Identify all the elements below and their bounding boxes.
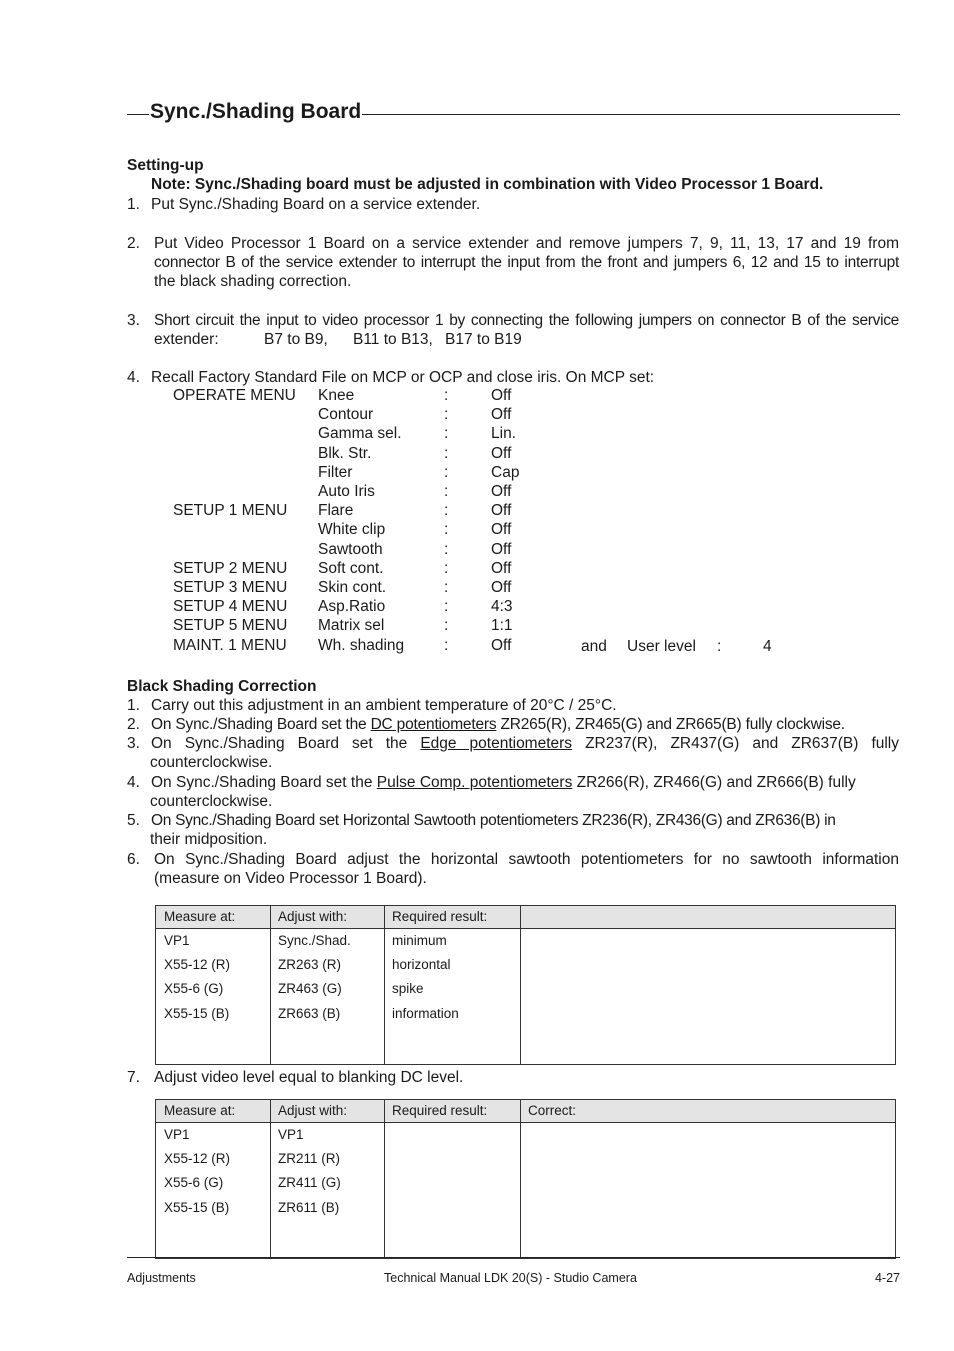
menu-name: SETUP 4 MENU — [173, 598, 288, 615]
jumper-2: B11 to B13, — [353, 331, 433, 348]
jumper-1: B7 to B9, — [264, 331, 328, 348]
bs-step-5-line-2: their midposition. — [150, 831, 268, 848]
table-cell: X55-6 (G) — [164, 981, 224, 997]
table-column-divider — [520, 1100, 521, 1258]
jumper-3: B17 to B19 — [445, 331, 522, 348]
menu-item: Knee — [318, 387, 355, 404]
table-header-cell: Measure at: — [164, 909, 236, 924]
menu-name: MAINT. 1 MENU — [173, 637, 287, 654]
table-cell: spike — [392, 981, 424, 997]
bs-step-3-pre: On Sync./Shading Board set the — [151, 735, 421, 752]
table-cell: ZR611 (B) — [278, 1199, 340, 1215]
menu-sep: : — [444, 483, 449, 500]
menu-sep: : — [444, 637, 449, 654]
menu-value: Off — [491, 387, 512, 404]
table-cell: ZR211 (R) — [278, 1151, 341, 1167]
table-cell: ZR263 (R) — [278, 957, 342, 973]
menu-item: Flare — [318, 502, 354, 519]
table-cell: Sync./Shad. — [278, 933, 351, 948]
user-level-label: User level — [627, 638, 696, 655]
table-cell: ZR411 (G) — [278, 1175, 341, 1191]
table-header — [156, 1100, 895, 1123]
menu-value: 1:1 — [491, 617, 513, 634]
menu-item: Soft cont. — [318, 560, 384, 577]
menu-sep: : — [444, 560, 449, 577]
setup-step-2-line-1: Put Video Processor 1 Board on a service extender and remove jumpers 7, 9, 11, 13, 17 and 19 from — [154, 235, 899, 252]
menu-name: OPERATE MENU — [173, 387, 296, 404]
bs-step-2-num: 2. — [127, 716, 140, 733]
table-cell: horizontal — [392, 957, 451, 973]
table-cell: information — [392, 1005, 459, 1021]
table-cell: VP1 — [278, 1127, 304, 1142]
footer-left: Adjustments — [127, 1271, 196, 1285]
bs-step-1-text: Carry out this adjustment in an ambient temperature of 20°C / 25°C. — [151, 697, 617, 714]
table-header-cell: Adjust with: — [278, 1103, 348, 1118]
table-cell: ZR663 (B) — [278, 1005, 341, 1021]
bs-step-4-cont: counterclockwise. — [150, 793, 273, 810]
menu-item: White clip — [318, 521, 386, 538]
menu-sep: : — [444, 445, 449, 462]
menu-value: Off — [491, 483, 512, 500]
menu-sep: : — [444, 425, 449, 442]
page-title: Sync./Shading Board — [150, 100, 362, 123]
setup-step-3-line-2: extender: — [154, 331, 219, 348]
setup-step-1-text: Put Sync./Shading Board on a service extender. — [151, 196, 481, 213]
menu-value: Off — [491, 502, 512, 519]
table-column-divider — [384, 1100, 385, 1258]
menu-name: SETUP 3 MENU — [173, 579, 288, 596]
bs-step-3-post: ZR237(R), ZR437(G) and ZR637(B) fully — [572, 735, 900, 752]
setup-step-2-line-2: connector B of the service extender to interrupt the input from the front and jumpers 6, 12 and 15 to interrupt — [154, 254, 899, 271]
menu-sep: : — [444, 579, 449, 596]
menu-sep: : — [444, 521, 449, 538]
bs-step-3-cont: counterclockwise. — [150, 754, 273, 771]
menu-item: Asp.Ratio — [318, 598, 386, 615]
menu-value: Lin. — [491, 425, 516, 442]
setup-note: Note: Sync./Shading board must be adjusted in combination with Video Processor 1 Board. — [151, 176, 824, 193]
menu-item: Sawtooth — [318, 541, 383, 558]
bs-step-6-line-2: (measure on Video Processor 1 Board). — [154, 870, 427, 887]
table-cell: X55-12 (R) — [164, 957, 231, 973]
menu-name: SETUP 5 MENU — [173, 617, 288, 634]
table-header — [156, 906, 895, 929]
table-cell: X55-6 (G) — [164, 1175, 224, 1191]
setup-step-2-line-3: the black shading correction. — [154, 273, 352, 290]
setup-step-4-num: 4. — [127, 369, 140, 386]
table-cell: X55-12 (R) — [164, 1151, 231, 1167]
footer-rule — [127, 1257, 900, 1258]
table-cell: ZR463 (G) — [278, 981, 342, 997]
section-title — [127, 100, 900, 128]
menu-item: Contour — [318, 406, 374, 423]
menu-item: Blk. Str. — [318, 445, 372, 462]
table-header-cell: Required result: — [392, 1103, 488, 1118]
table-column-divider — [270, 906, 271, 1064]
bs-step-6-num: 6. — [127, 851, 140, 868]
menu-sep: : — [444, 598, 449, 615]
footer-page-number: 4-27 — [874, 1271, 900, 1285]
setup-step-1-num: 1. — [127, 196, 140, 213]
table-cell: VP1 — [164, 933, 190, 948]
adjust-table-2 — [155, 1099, 896, 1259]
dc-potentiometers-link: DC potentiometers — [370, 716, 497, 733]
user-level-value: 4 — [763, 638, 772, 655]
menu-item: Wh. shading — [318, 637, 405, 654]
menu-value: Off — [491, 637, 512, 654]
bs-step-2-post: ZR265(R), ZR465(G) and ZR665(B) fully clockwise. — [496, 716, 845, 733]
table-cell: X55-15 (B) — [164, 1199, 230, 1215]
table-header-cell: Measure at: — [164, 1103, 236, 1118]
menu-sep: : — [444, 406, 449, 423]
bs-step-4-text — [151, 773, 856, 792]
table-header-cell: Required result: — [392, 909, 488, 924]
user-level-sep: : — [717, 638, 722, 655]
footer-center: Technical Manual LDK 20(S) - Studio Camera — [384, 1271, 637, 1285]
menu-value: Off — [491, 560, 512, 577]
menu-item: Skin cont. — [318, 579, 387, 596]
menu-item: Gamma sel. — [318, 425, 402, 442]
menu-value: Off — [491, 406, 512, 423]
bs-step-4-post: ZR266(R), ZR466(G) and ZR666(B) fully — [572, 774, 856, 791]
bs-step-5-num: 5. — [127, 812, 140, 829]
menu-name: SETUP 2 MENU — [173, 560, 288, 577]
table-cell: X55-15 (B) — [164, 1005, 230, 1021]
menu-value: Off — [491, 541, 512, 558]
menu-sep: : — [444, 541, 449, 558]
setup-step-2-num: 2. — [127, 235, 140, 252]
maint-and: and — [581, 638, 607, 655]
adjust-table-1 — [155, 905, 896, 1065]
bs-step-5-line-1: On Sync./Shading Board set Horizontal Sawtooth potentiometers ZR236(R), ZR436(G) and ZR636(B) in — [151, 812, 836, 829]
menu-value: Cap — [491, 464, 520, 481]
menu-sep: : — [444, 502, 449, 519]
menu-value: Off — [491, 521, 512, 538]
bs-step-3-num: 3. — [127, 735, 140, 752]
pulse-comp-potentiometers-link: Pulse Comp. potentiometers — [376, 774, 573, 791]
bs-step-1-num: 1. — [127, 697, 140, 714]
bs-step-2-text — [151, 715, 845, 734]
bs-step-4-num: 4. — [127, 774, 140, 791]
edge-potentiometers-link: Edge potentiometers — [420, 735, 573, 752]
black-shading-heading: Black Shading Correction — [127, 678, 317, 695]
menu-sep: : — [444, 387, 449, 404]
menu-value: 4:3 — [491, 598, 513, 615]
bs-step-3-text — [151, 734, 899, 753]
menu-item: Filter — [318, 464, 353, 481]
bs-step-7-text: Adjust video level equal to blanking DC level. — [154, 1069, 464, 1086]
menu-item: Auto Iris — [318, 483, 375, 500]
setup-step-3-line-1: Short circuit the input to video processor 1 by connecting the following jumpers on connector B of the service — [154, 312, 899, 329]
table-header-cell: Adjust with: — [278, 909, 348, 924]
menu-name: SETUP 1 MENU — [173, 502, 288, 519]
table-column-divider — [384, 906, 385, 1064]
table-cell: VP1 — [164, 1127, 190, 1142]
table-column-divider — [270, 1100, 271, 1258]
menu-value: Off — [491, 445, 512, 462]
table-header-cell: Correct: — [528, 1103, 577, 1118]
menu-sep: : — [444, 464, 449, 481]
menu-item: Matrix sel — [318, 617, 385, 634]
table-cell: minimum — [392, 933, 447, 948]
setup-heading: Setting-up — [127, 157, 204, 174]
menu-sep: : — [444, 617, 449, 634]
bs-step-2-pre: On Sync./Shading Board set the — [151, 716, 371, 733]
bs-step-6-line-1: On Sync./Shading Board adjust the horizontal sawtooth potentiometers for no sawtooth information — [154, 851, 899, 868]
setup-step-3-num: 3. — [127, 312, 140, 329]
menu-value: Off — [491, 579, 512, 596]
bs-step-4-pre: On Sync./Shading Board set the — [151, 774, 377, 791]
bs-step-7-num: 7. — [127, 1069, 140, 1086]
setup-step-4-text: Recall Factory Standard File on MCP or OCP and close iris. On MCP set: — [151, 369, 655, 386]
table-column-divider — [520, 906, 521, 1064]
